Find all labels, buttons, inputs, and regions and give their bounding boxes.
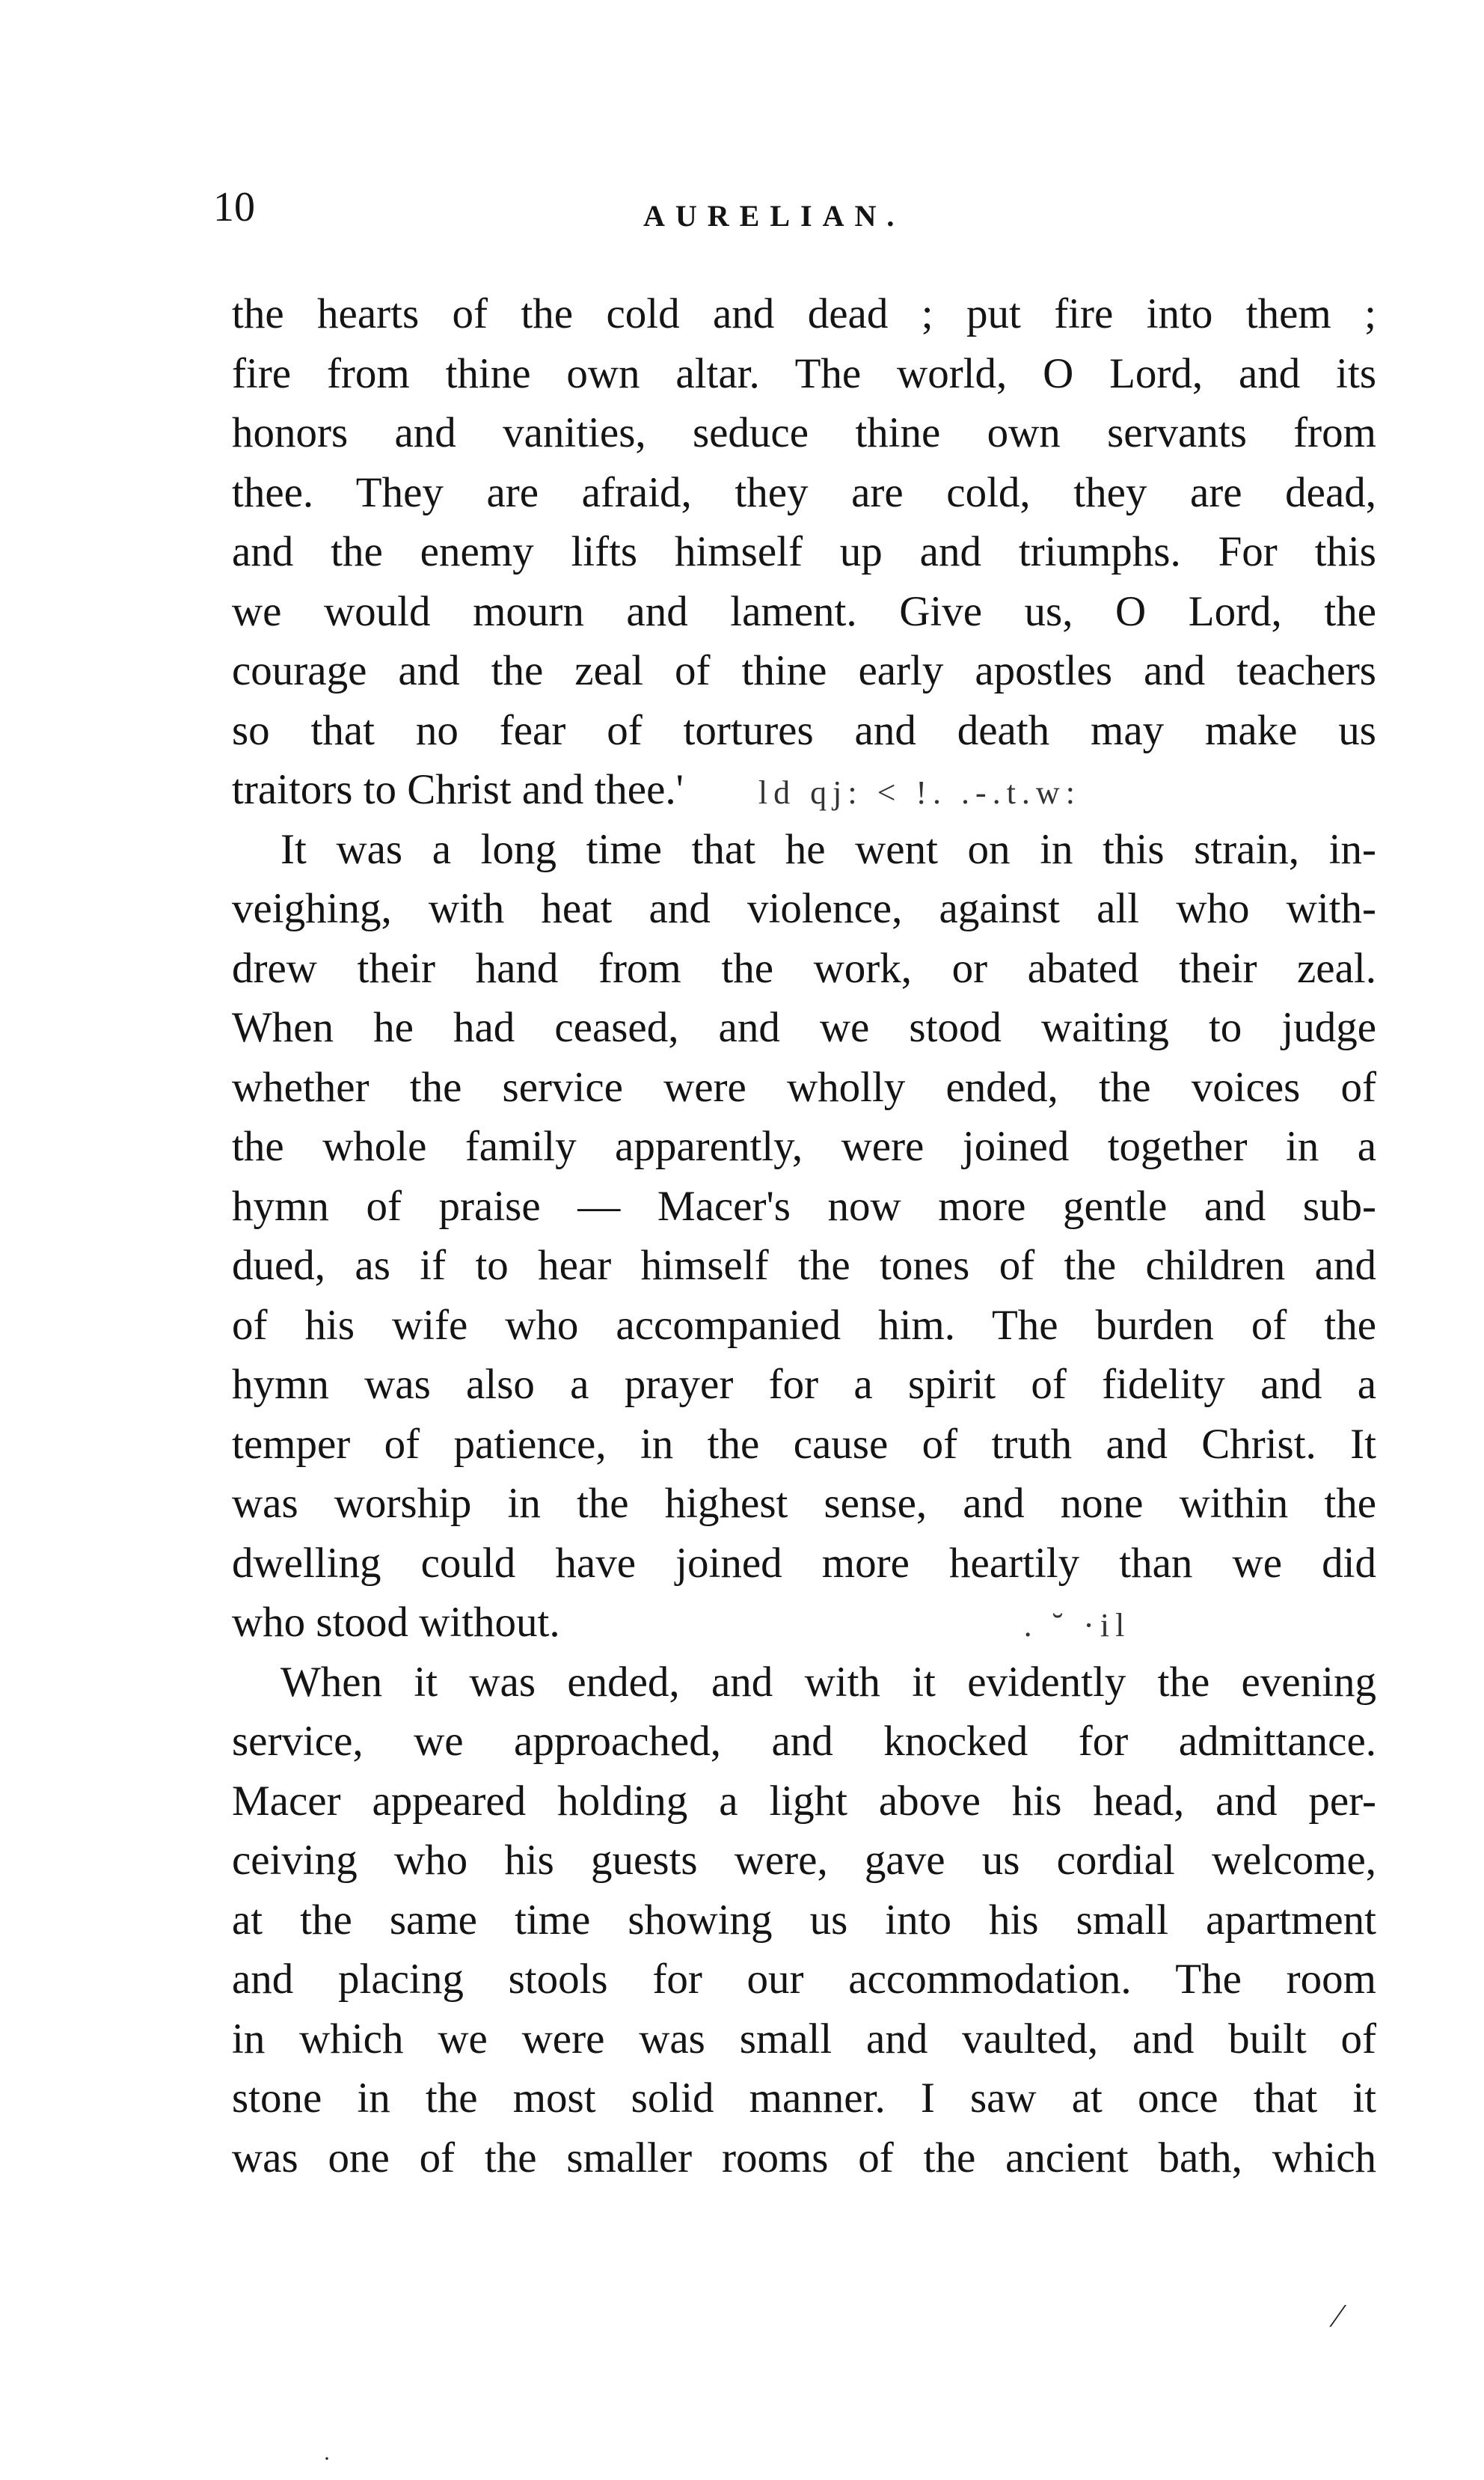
text-line: the hearts of the cold and dead ; put fire into them ; bbox=[232, 290, 1376, 337]
text-line: was one of the smaller rooms of the ancient bath, which bbox=[232, 2134, 1376, 2182]
text-line: honors and vanities, seduce thine own servants from bbox=[232, 409, 1376, 456]
text-line: It was a long time that he went on in this strain, in- bbox=[280, 825, 1376, 873]
text-line-content: traitors to Christ and thee.' bbox=[232, 766, 684, 813]
text-line: was worship in the highest sense, and none within the bbox=[232, 1480, 1376, 1527]
text-line: we would mourn and lament. Give us, O Lord, the bbox=[232, 587, 1376, 635]
text-line: fire from thine own altar. The world, O Lord, and its bbox=[232, 349, 1376, 397]
bleed-through-marks: ld qj: < !. .-.t.w: bbox=[758, 774, 1081, 811]
text-line: in which we were was small and vaulted, and built of bbox=[232, 2015, 1376, 2063]
text-line: veighing, with heat and violence, against all who with- bbox=[232, 885, 1376, 932]
text-line: the whole family apparently, were joined together in a bbox=[232, 1123, 1376, 1170]
bleed-through-marks: . ˘ ·il bbox=[1023, 1607, 1131, 1644]
text-line: whether the service were wholly ended, the voices of bbox=[232, 1063, 1376, 1111]
text-line: courage and the zeal of thine early apostles and teachers bbox=[232, 647, 1376, 694]
text-line: drew their hand from the work, or abated their zeal. bbox=[232, 944, 1376, 992]
text-line: so that no fear of tortures and death may make us bbox=[232, 706, 1376, 754]
text-line: of his wife who accompanied him. The burden of the bbox=[232, 1301, 1376, 1349]
stray-mark: ⁄ bbox=[1335, 2297, 1341, 2334]
stray-mark: · bbox=[323, 2446, 331, 2471]
text-line: dued, as if to hear himself the tones of the children and bbox=[232, 1242, 1376, 1289]
text-line: When he had ceased, and we stood waiting to judge bbox=[232, 1004, 1376, 1051]
text-line: temper of patience, in the cause of truth and Christ. It bbox=[232, 1420, 1376, 1468]
text-line: at the same time showing us into his small apartment bbox=[232, 1896, 1376, 1944]
text-line bbox=[232, 760, 1376, 820]
text-line: service, we approached, and knocked for admittance. bbox=[232, 1718, 1376, 1765]
text-line: hymn of praise — Macer's now more gentle and sub- bbox=[232, 1182, 1376, 1230]
text-line-content: who stood without. bbox=[232, 1599, 560, 1646]
running-title: AURELIAN. bbox=[643, 199, 905, 233]
text-line: hymn was also a prayer for a spirit of fidelity and a bbox=[232, 1361, 1376, 1408]
text-line: and placing stools for our accommodation. The room bbox=[232, 1956, 1376, 2003]
text-line: dwelling could have joined more heartily than we did bbox=[232, 1539, 1376, 1587]
body-text bbox=[232, 284, 1376, 2187]
text-line bbox=[232, 1593, 1376, 1653]
text-line: and the enemy lifts himself up and triumphs. For this bbox=[232, 528, 1376, 575]
page-number: 10 bbox=[213, 184, 255, 230]
text-line: Macer appeared holding a light above his head, and per- bbox=[232, 1777, 1376, 1825]
text-line: ceiving who his guests were, gave us cordial welcome, bbox=[232, 1837, 1376, 1884]
text-line: stone in the most solid manner. I saw at once that it bbox=[232, 2075, 1376, 2122]
text-line: thee. They are afraid, they are cold, they are dead, bbox=[232, 468, 1376, 516]
text-line: When it was ended, and with it evidently the evening bbox=[280, 1658, 1376, 1706]
